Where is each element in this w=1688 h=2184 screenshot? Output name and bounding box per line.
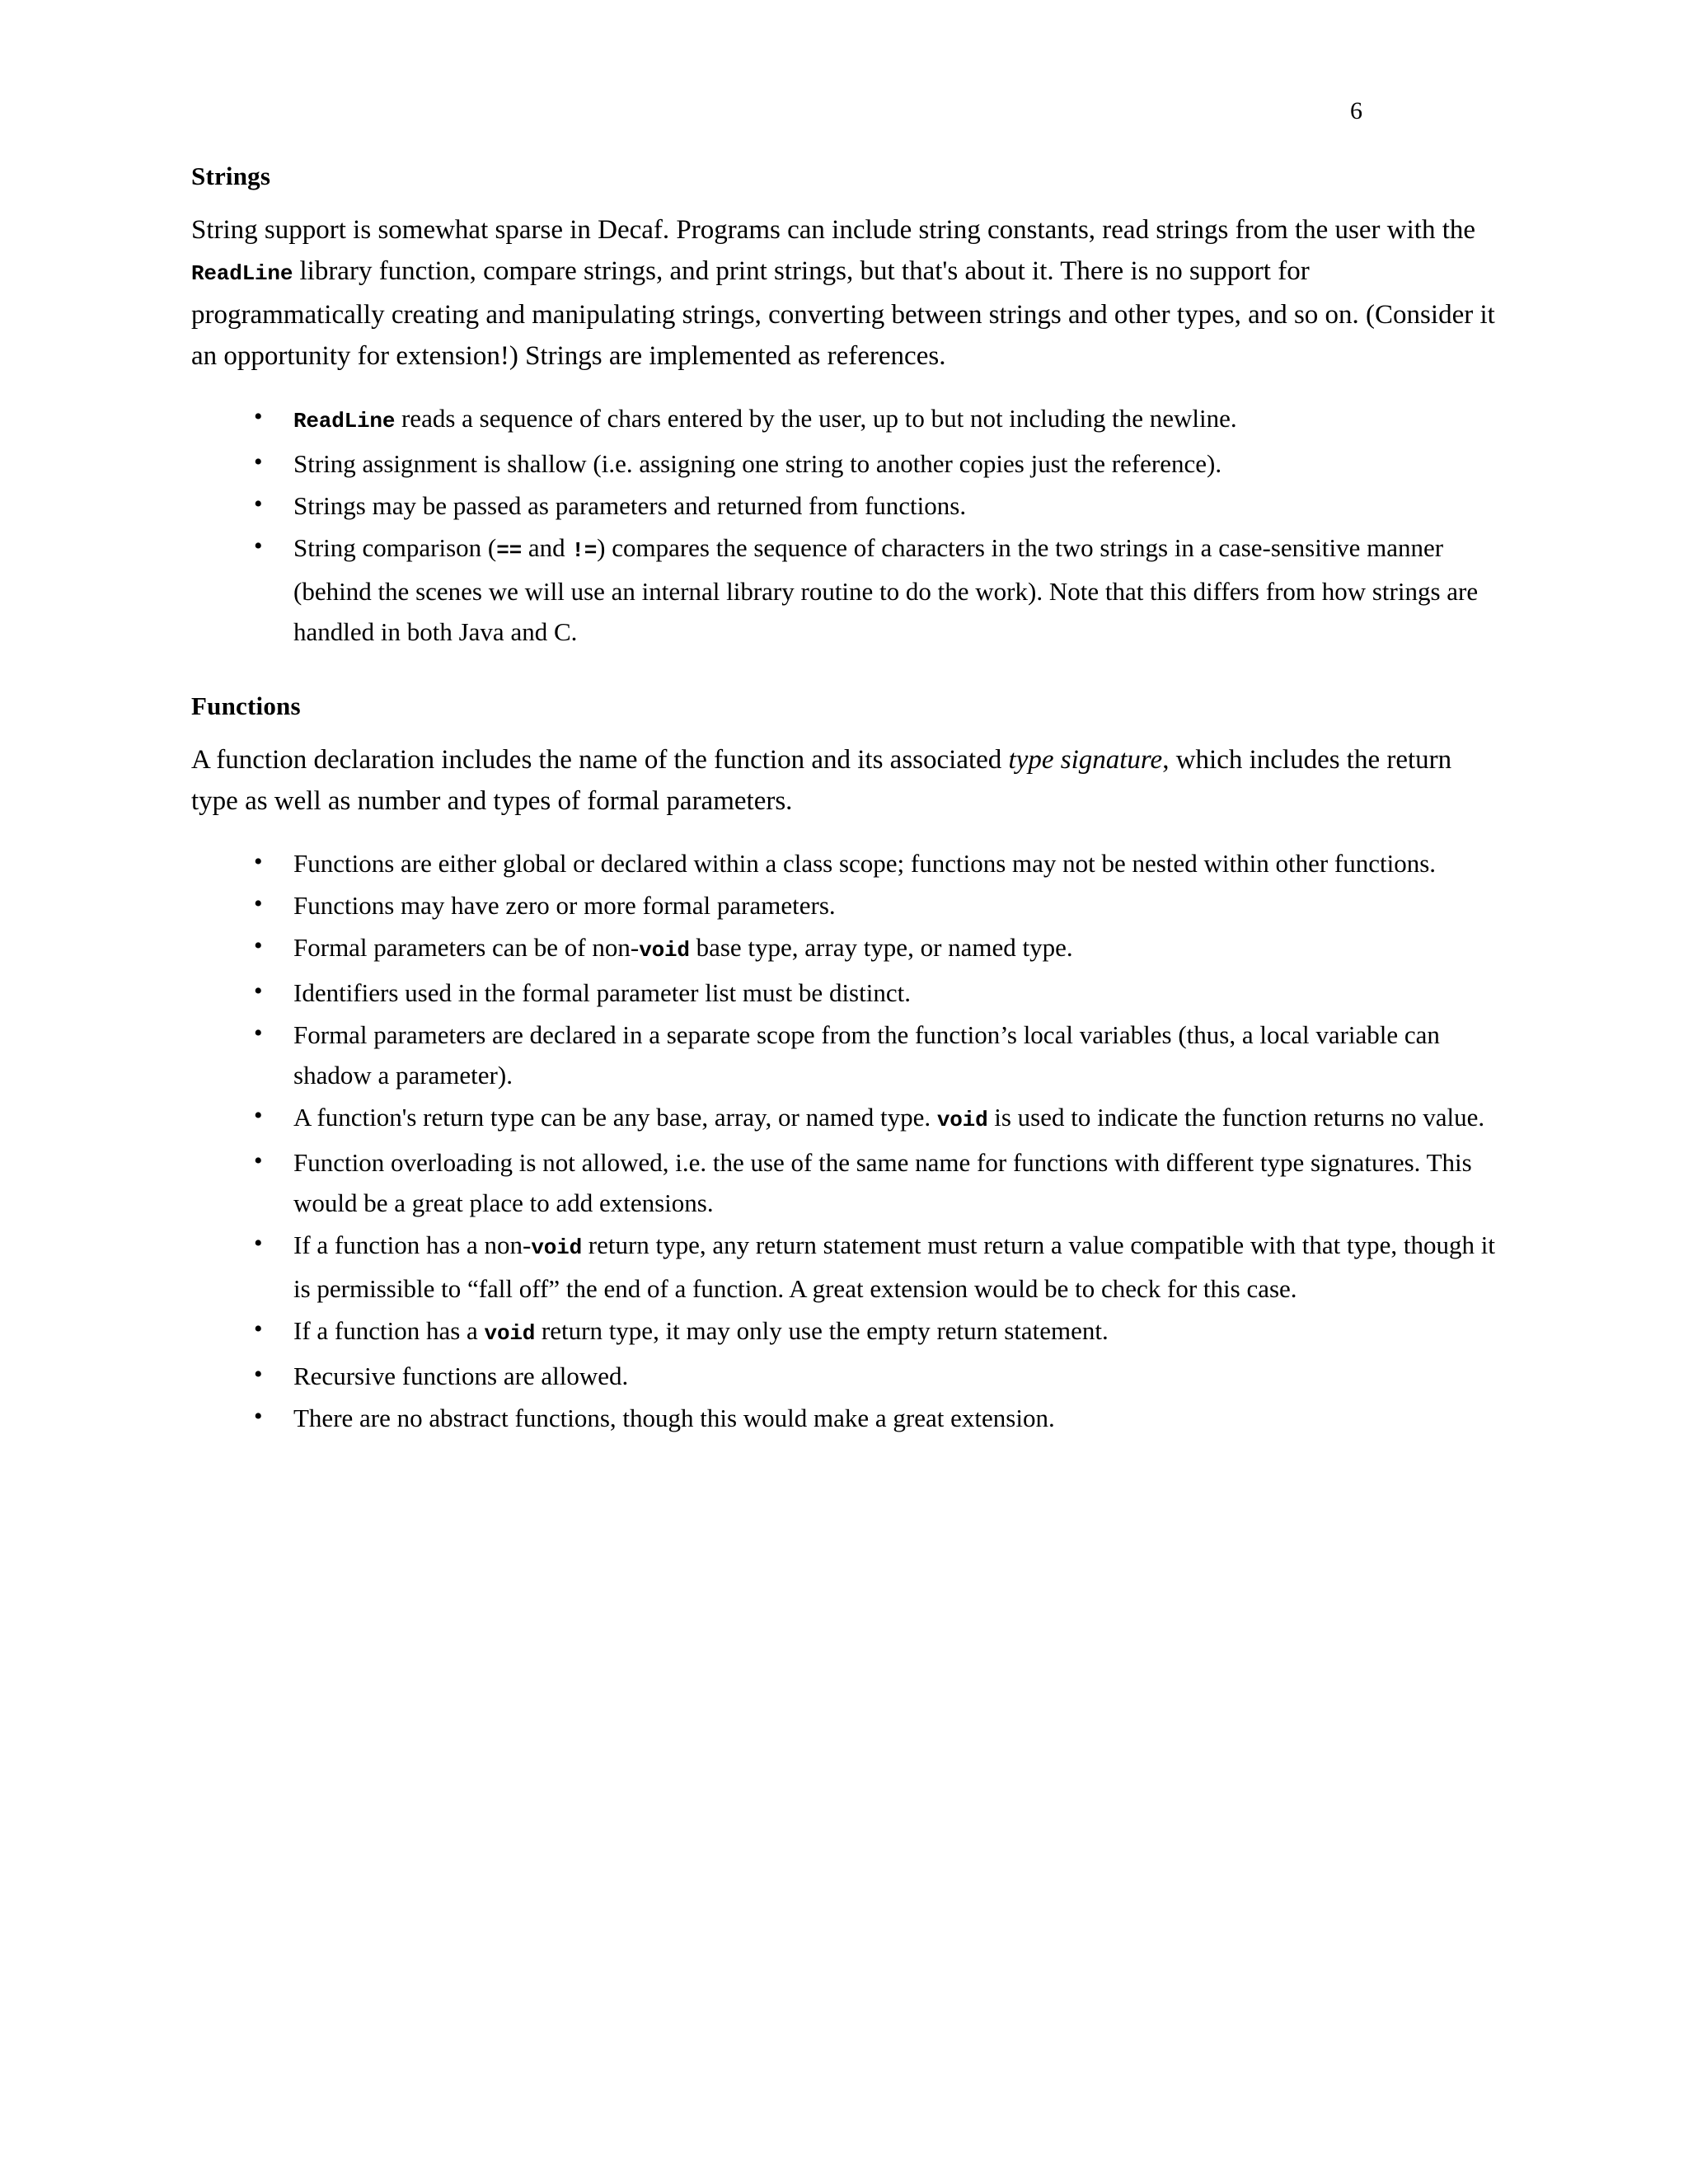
section-intro-functions: A function declaration includes the name of the function and its associated type signature, which includes the return type as well as number and types of formal parameters. [191,745,1452,816]
list-item: • Formal parameters can be of non-void base type, array type, or named type. [247,927,1503,971]
list-item: • If a function has a non-void return type, any return statement must return a value compatible with that type, though it is permissible to “fall off” the end of a function. A great extension would be to check for this case. [247,1225,1503,1309]
list-item: • Recursive functions are allowed. [247,1356,1503,1396]
list-item: • Functions are either global or declared within a class scope; functions may not be nested within other functions. [247,843,1503,883]
section-spacer [191,654,1503,691]
bullet-list-strings [191,398,1503,652]
list-item: • A function's return type can be any base, array, or named type. void is used to indicate the function returns no value. [247,1097,1503,1141]
page-content [191,162,1503,1440]
section-intro-strings: String support is somewhat sparse in Decaf. Programs can include string constants, read strings from the user with the ReadLine library function, compare strings, and print strings, but that's about it. There is no support for programmatically creating and manipulating strings, converting between strings and other types, and so on. (Consider it an opportunity for extension!) Strings are implemented as references. [191,215,1495,371]
list-item: • If a function has a void return type, it may only use the empty return statement. [247,1310,1503,1354]
list-item: • String assignment is shallow (i.e. assigning one string to another copies just the reference). [247,443,1503,484]
list-item: • There are no abstract functions, though this would make a great extension. [247,1398,1503,1438]
list-item: • ReadLine reads a sequence of chars entered by the user, up to but not including the newline. [247,398,1503,442]
list-item: • Function overloading is not allowed, i.e. the use of the same name for functions with different type signatures. This would be a great place to add extensions. [247,1142,1503,1223]
list-item: • Strings may be passed as parameters and returned from functions. [247,485,1503,526]
list-item: • Functions may have zero or more formal parameters. [247,885,1503,926]
list-item: • Formal parameters are declared in a separate scope from the function’s local variables (thus, a local variable can shadow a parameter). [247,1015,1503,1095]
section-heading-strings: Strings [191,162,271,190]
bullet-list-functions [191,843,1503,1438]
list-item: • Identifiers used in the formal parameter list must be distinct. [247,972,1503,1013]
list-item: • String comparison (== and !=) compares the sequence of characters in the two strings in a case-sensitive manner (behind the scenes we will use an internal library routine to do the work). Note that this differs from how strings are handled in both Java and C. [247,527,1503,652]
section-heading-functions: Functions [191,691,301,720]
page-number: 6 [1350,97,1362,124]
